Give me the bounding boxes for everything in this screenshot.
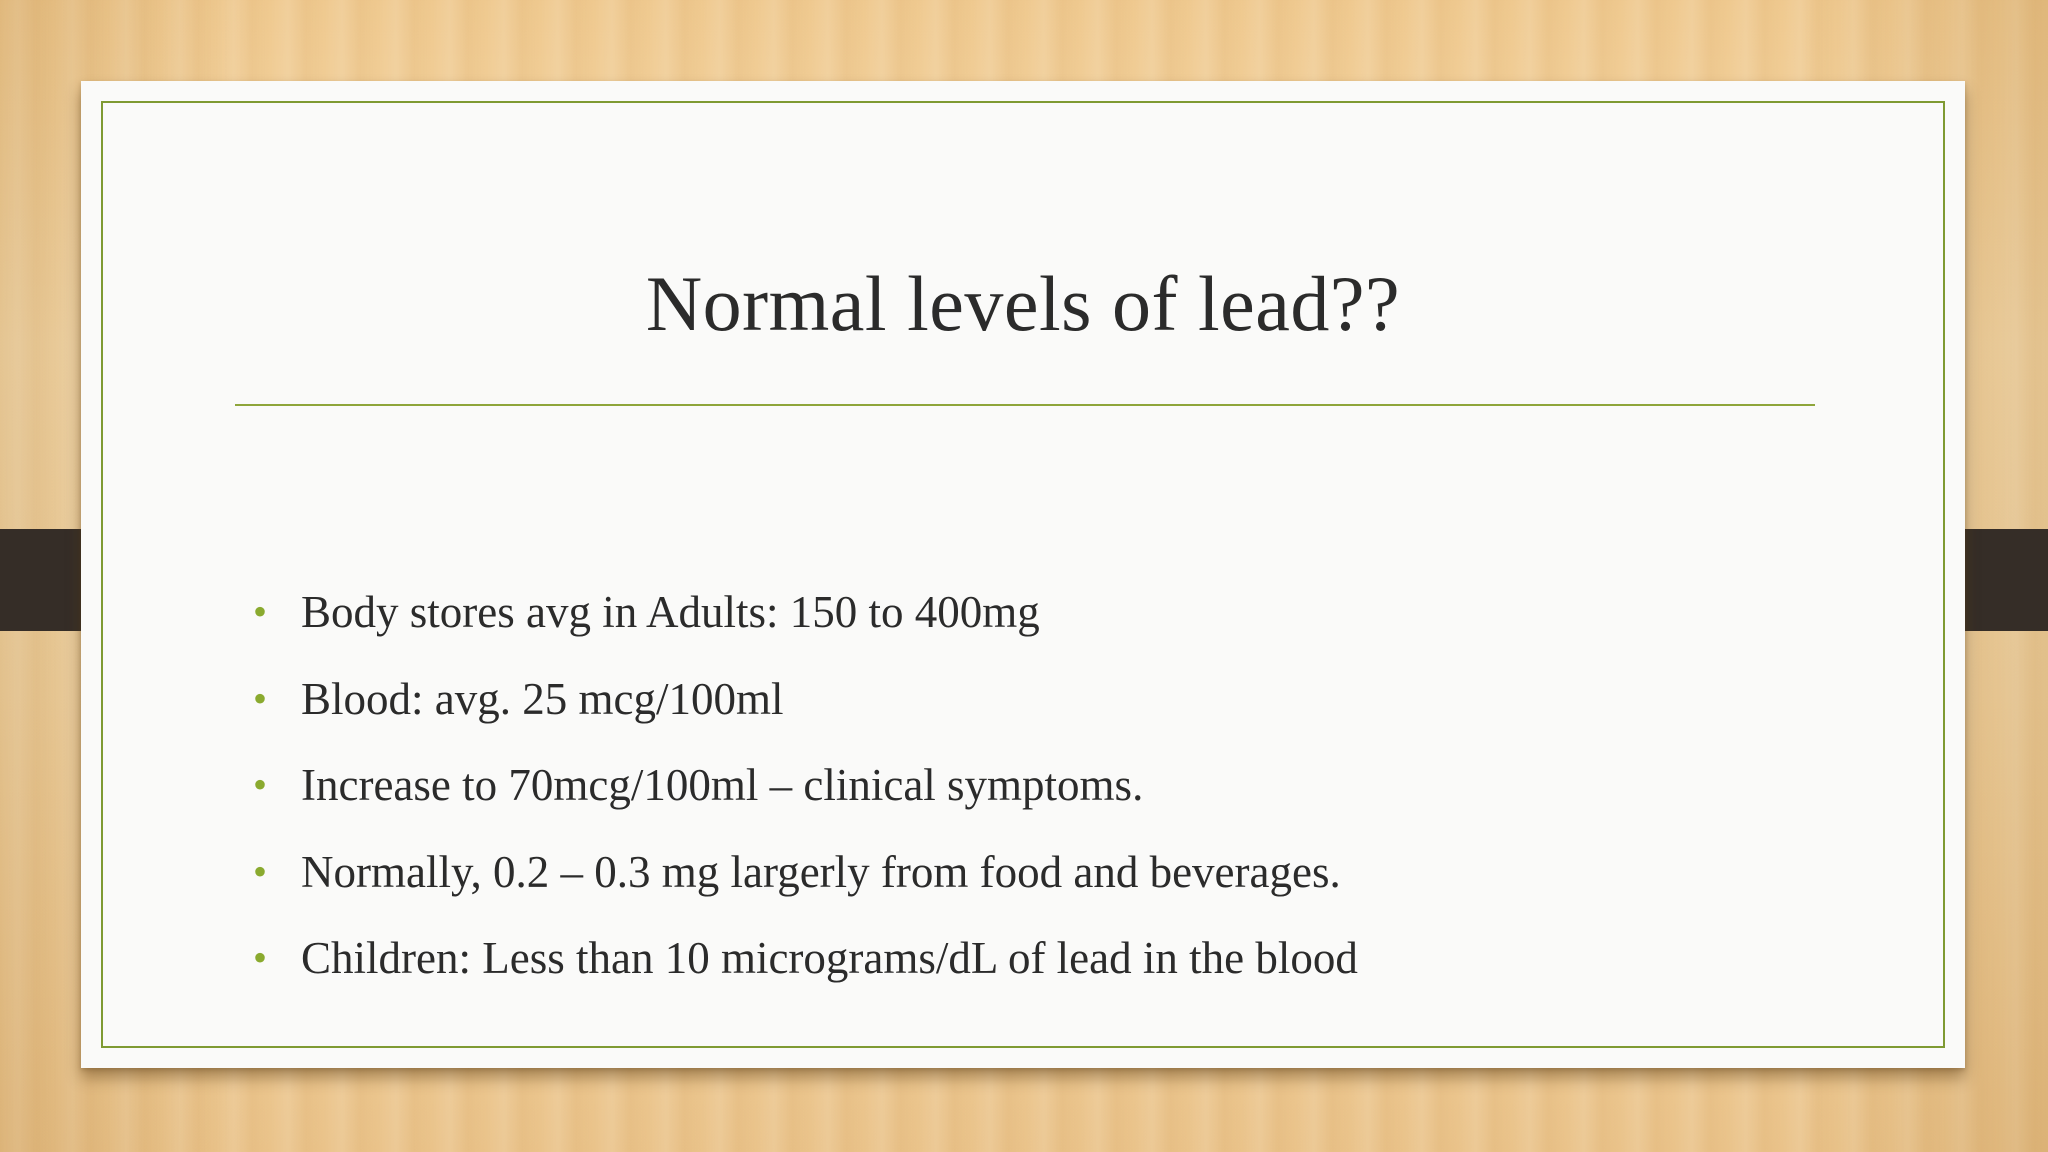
bullet-text: Blood: avg. 25 mcg/100ml	[301, 673, 784, 724]
bullet-dot-icon: •	[253, 589, 268, 634]
bullet-item	[251, 829, 1358, 916]
title-divider	[235, 404, 1815, 406]
bullet-dot-icon: •	[253, 935, 268, 980]
bullet-text: Normally, 0.2 – 0.3 mg largerly from food and beverages.	[301, 846, 1341, 897]
bullet-item	[251, 569, 1358, 656]
bullet-dot-icon: •	[253, 675, 268, 721]
slide-card	[81, 81, 1965, 1068]
bullet-item	[251, 915, 1358, 1002]
bullet-text: Increase to 70mcg/100ml – clinical symptoms.	[301, 760, 1144, 810]
bullet-dot-icon: •	[253, 762, 268, 807]
bullet-text: Body stores avg in Adults: 150 to 400mg	[301, 587, 1040, 637]
bullet-item	[251, 656, 1358, 743]
slide-title: Normal levels of lead??	[645, 260, 1401, 347]
bullet-item	[251, 742, 1358, 829]
bullet-text: Children: Less than 10 micrograms/dL of lead in the blood	[301, 933, 1358, 983]
bullet-list	[251, 569, 1358, 1002]
bullet-dot-icon: •	[253, 848, 268, 894]
